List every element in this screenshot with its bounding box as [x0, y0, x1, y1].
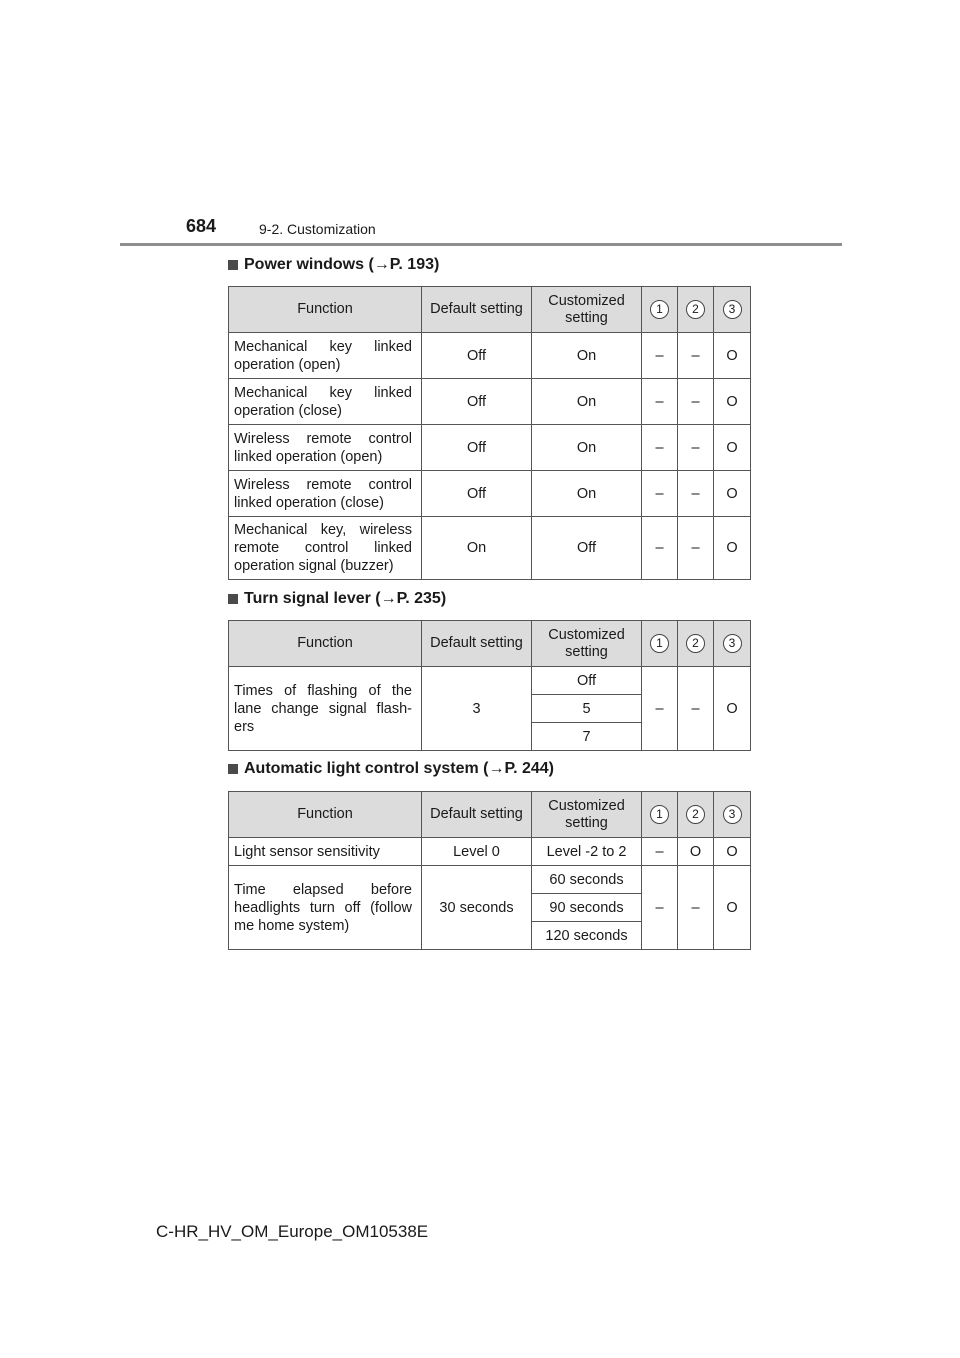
- mark-cell-3: O: [714, 471, 751, 517]
- custom-cell: Off: [532, 517, 642, 580]
- section-title-automatic-light-control: [228, 760, 554, 778]
- header-col-2: [678, 287, 714, 333]
- circled-number-2-icon: 2: [686, 805, 705, 824]
- function-cell: Times of flashing of the lane change signal flash-ers: [229, 667, 422, 751]
- function-cell: Time elapsed before headlights turn off (follow me home system): [229, 866, 422, 950]
- custom-option-cell: 7: [532, 723, 642, 751]
- light-control-table: [228, 791, 751, 950]
- mark-cell-3: O: [714, 333, 751, 379]
- default-cell: 30 seconds: [422, 866, 532, 950]
- mark-cell-1: –: [642, 333, 678, 379]
- page-number: 684: [186, 216, 217, 236]
- header-customized-setting: Customized setting: [532, 287, 642, 333]
- mark-cell-1: –: [642, 517, 678, 580]
- table-row: [229, 667, 751, 695]
- mark-cell-1: –: [642, 667, 678, 751]
- function-cell: Wireless remote control linked operation (close): [229, 471, 422, 517]
- mark-cell-2: –: [678, 866, 714, 950]
- table-header-row: [229, 621, 751, 667]
- function-cell: Mechanical key, wireless remote control linked operation signal (buzzer): [229, 517, 422, 580]
- table-row: [229, 866, 751, 894]
- custom-cell: On: [532, 333, 642, 379]
- section-title-text: Turn signal lever (→P. 235): [244, 590, 447, 607]
- table-row: [229, 517, 751, 580]
- function-cell: Mechanical key linked operation (close): [229, 379, 422, 425]
- header-col-2: [678, 792, 714, 838]
- section-title-turn-signal-lever: [228, 590, 446, 608]
- header-customized-setting: Customized setting: [532, 621, 642, 667]
- custom-option-cell: Off: [532, 667, 642, 695]
- table-row: [229, 838, 751, 866]
- mark-cell-2: O: [678, 838, 714, 866]
- table-header-row: [229, 792, 751, 838]
- default-cell: Off: [422, 471, 532, 517]
- custom-cell: Level -2 to 2: [532, 838, 642, 866]
- custom-cell: On: [532, 379, 642, 425]
- custom-option-cell: 90 seconds: [532, 894, 642, 922]
- circled-number-3-icon: 3: [723, 805, 742, 824]
- header-function: Function: [229, 792, 422, 838]
- mark-cell-2: –: [678, 333, 714, 379]
- section-title-text: Power windows (→P. 193): [244, 256, 440, 273]
- circled-number-2-icon: 2: [686, 300, 705, 319]
- header-default-setting: Default setting: [422, 287, 532, 333]
- function-cell: Light sensor sensitivity: [229, 838, 422, 866]
- header-col-1: [642, 287, 678, 333]
- header-function: Function: [229, 621, 422, 667]
- circled-number-1-icon: 1: [650, 634, 669, 653]
- function-cell: Wireless remote control linked operation (open): [229, 425, 422, 471]
- header-default-setting: Default setting: [422, 621, 532, 667]
- header-function: Function: [229, 287, 422, 333]
- breadcrumb: 9-2. Customization: [259, 221, 376, 237]
- default-cell: Level 0: [422, 838, 532, 866]
- circled-number-1-icon: 1: [650, 300, 669, 319]
- mark-cell-1: –: [642, 425, 678, 471]
- mark-cell-3: O: [714, 517, 751, 580]
- mark-cell-2: –: [678, 425, 714, 471]
- mark-cell-3: O: [714, 667, 751, 751]
- mark-cell-2: –: [678, 471, 714, 517]
- mark-cell-3: O: [714, 379, 751, 425]
- table-header-row: [229, 287, 751, 333]
- mark-cell-2: –: [678, 517, 714, 580]
- default-cell: 3: [422, 667, 532, 751]
- mark-cell-1: –: [642, 379, 678, 425]
- circled-number-3-icon: 3: [723, 300, 742, 319]
- default-cell: On: [422, 517, 532, 580]
- default-cell: Off: [422, 379, 532, 425]
- circled-number-2-icon: 2: [686, 634, 705, 653]
- header-col-3: [714, 792, 751, 838]
- custom-option-cell: 60 seconds: [532, 866, 642, 894]
- table-row: [229, 379, 751, 425]
- custom-cell: On: [532, 425, 642, 471]
- table-row: [229, 471, 751, 517]
- mark-cell-3: O: [714, 425, 751, 471]
- table-row: [229, 333, 751, 379]
- header-divider: [120, 243, 842, 246]
- mark-cell-1: –: [642, 838, 678, 866]
- circled-number-1-icon: 1: [650, 805, 669, 824]
- mark-cell-1: –: [642, 866, 678, 950]
- header-col-1: [642, 621, 678, 667]
- function-cell: Mechanical key linked operation (open): [229, 333, 422, 379]
- header-col-1: [642, 792, 678, 838]
- section-title-power-windows: [228, 256, 439, 274]
- header-customized-setting: Customized setting: [532, 792, 642, 838]
- circled-number-3-icon: 3: [723, 634, 742, 653]
- power-windows-table: [228, 286, 751, 580]
- mark-cell-1: –: [642, 471, 678, 517]
- square-bullet-icon: [228, 594, 238, 604]
- mark-cell-3: O: [714, 838, 751, 866]
- turn-signal-table: [228, 620, 751, 751]
- header-default-setting: Default setting: [422, 792, 532, 838]
- custom-option-cell: 120 seconds: [532, 922, 642, 950]
- header-col-3: [714, 287, 751, 333]
- header-col-3: [714, 621, 751, 667]
- mark-cell-2: –: [678, 667, 714, 751]
- mark-cell-2: –: [678, 379, 714, 425]
- document-id-footer: C-HR_HV_OM_Europe_OM10538E: [156, 1222, 429, 1241]
- square-bullet-icon: [228, 764, 238, 774]
- table-row: [229, 425, 751, 471]
- section-title-text: Automatic light control system (→P. 244): [244, 760, 554, 777]
- mark-cell-3: O: [714, 866, 751, 950]
- custom-option-cell: 5: [532, 695, 642, 723]
- square-bullet-icon: [228, 260, 238, 270]
- default-cell: Off: [422, 425, 532, 471]
- header-col-2: [678, 621, 714, 667]
- default-cell: Off: [422, 333, 532, 379]
- custom-cell: On: [532, 471, 642, 517]
